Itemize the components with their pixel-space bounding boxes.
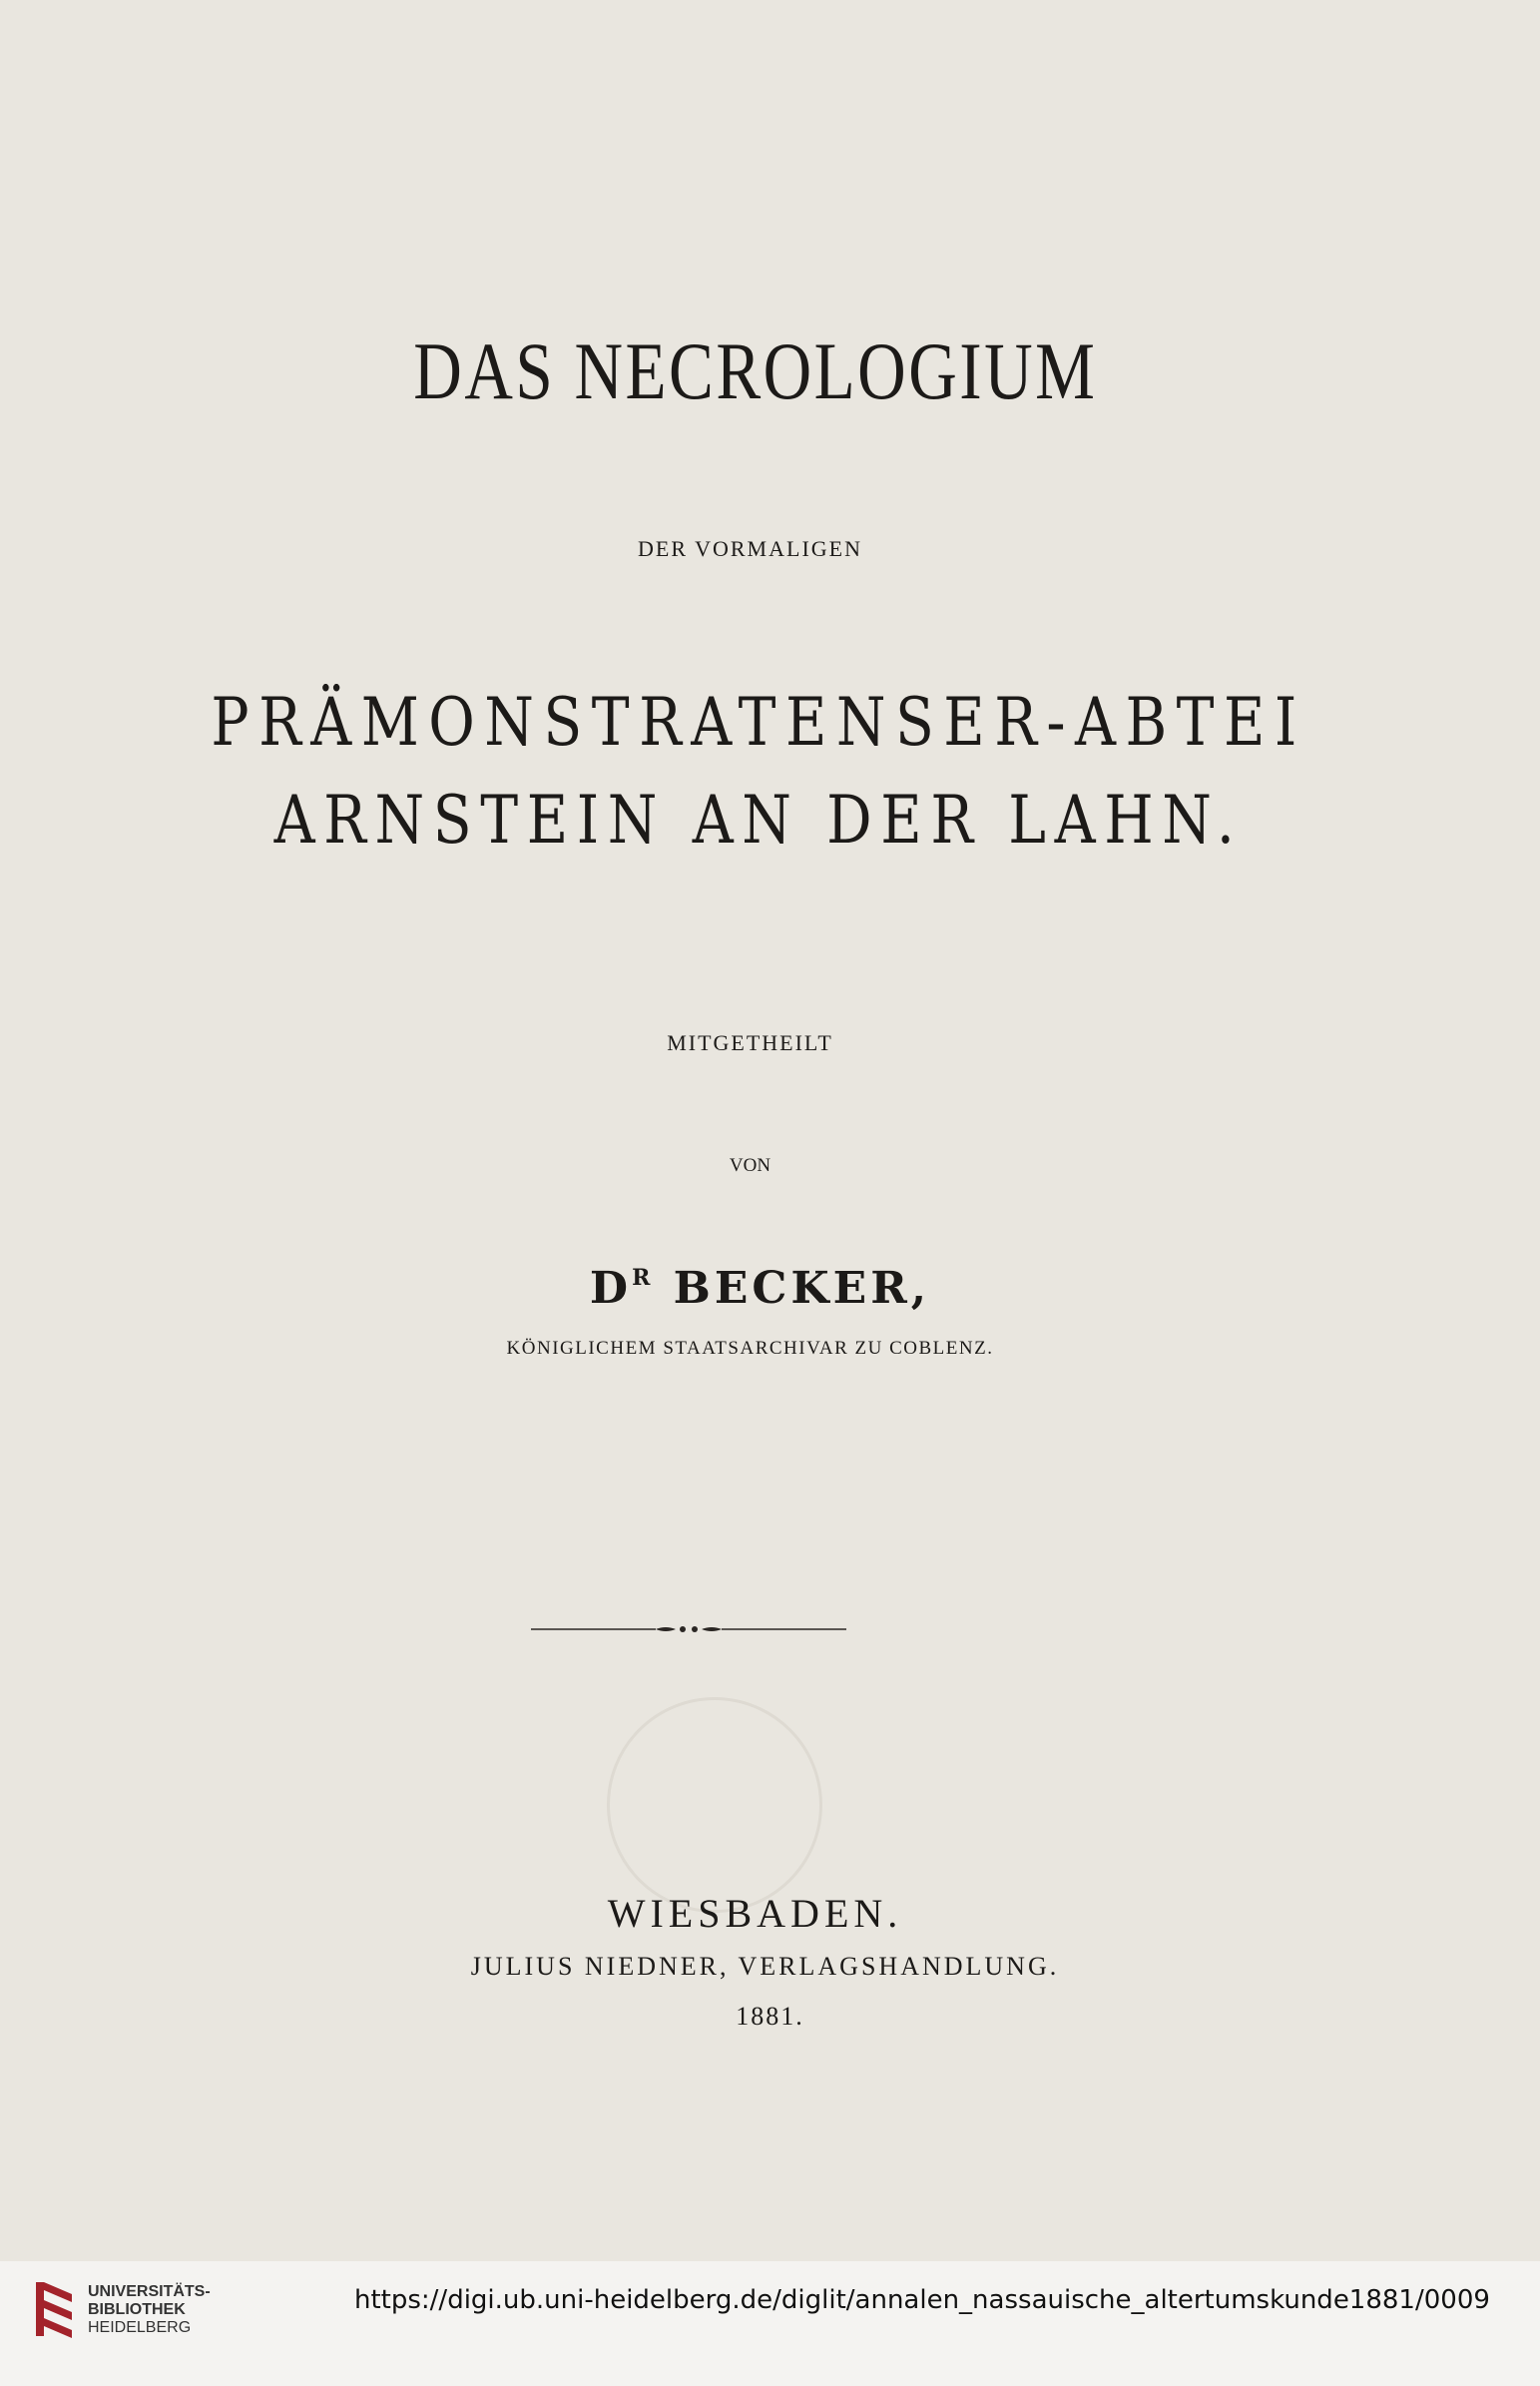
- publisher-name: JULIUS NIEDNER, VERLAGSHANDLUNG.: [470, 1952, 1060, 1981]
- university-library-logo-icon: [32, 2276, 78, 2342]
- faint-library-stamp: [607, 1697, 822, 1913]
- publication-year: 1881.: [736, 2002, 804, 2031]
- permalink-url[interactable]: https://digi.ub.uni-heidelberg.de/diglit/annalen_nassauische_altertumskunde1881/0009: [354, 2285, 1490, 2315]
- publication-place: WIESBADEN.: [607, 1891, 903, 1936]
- mitgetheilt-label: MITGETHEILT: [667, 1030, 833, 1055]
- logo-line-3: HEIDELBERG: [88, 2319, 192, 2336]
- subtitle-der-vormaligen: DER VORMALIGEN: [638, 536, 862, 561]
- author-affiliation: KÖNIGLICHEM STAATSARCHIVAR ZU COBLENZ.: [506, 1338, 994, 1359]
- author-name: [0, 1263, 1530, 1314]
- book-title: DAS NECROLOGIUM: [413, 325, 1098, 416]
- subtitle-arnstein: ARNSTEIN AN DER LAHN.: [273, 782, 1244, 859]
- logo-line-2: BIBLIOTHEK: [88, 2301, 186, 2318]
- author-prefix: D: [589, 1263, 633, 1314]
- subtitle-abtei: PRÄMONSTRATENSER-ABTEI: [211, 684, 1306, 761]
- ornament-rule-icon: [531, 1624, 846, 1634]
- author-surname: BECKER,: [654, 1263, 931, 1314]
- author-sup: R: [632, 1265, 655, 1291]
- viewer-footer: [0, 2261, 1540, 2386]
- university-library-logo-text: [88, 2283, 211, 2337]
- von-label: VON: [729, 1155, 771, 1176]
- logo-line-1: UNIVERSITÄTS-: [88, 2283, 211, 2300]
